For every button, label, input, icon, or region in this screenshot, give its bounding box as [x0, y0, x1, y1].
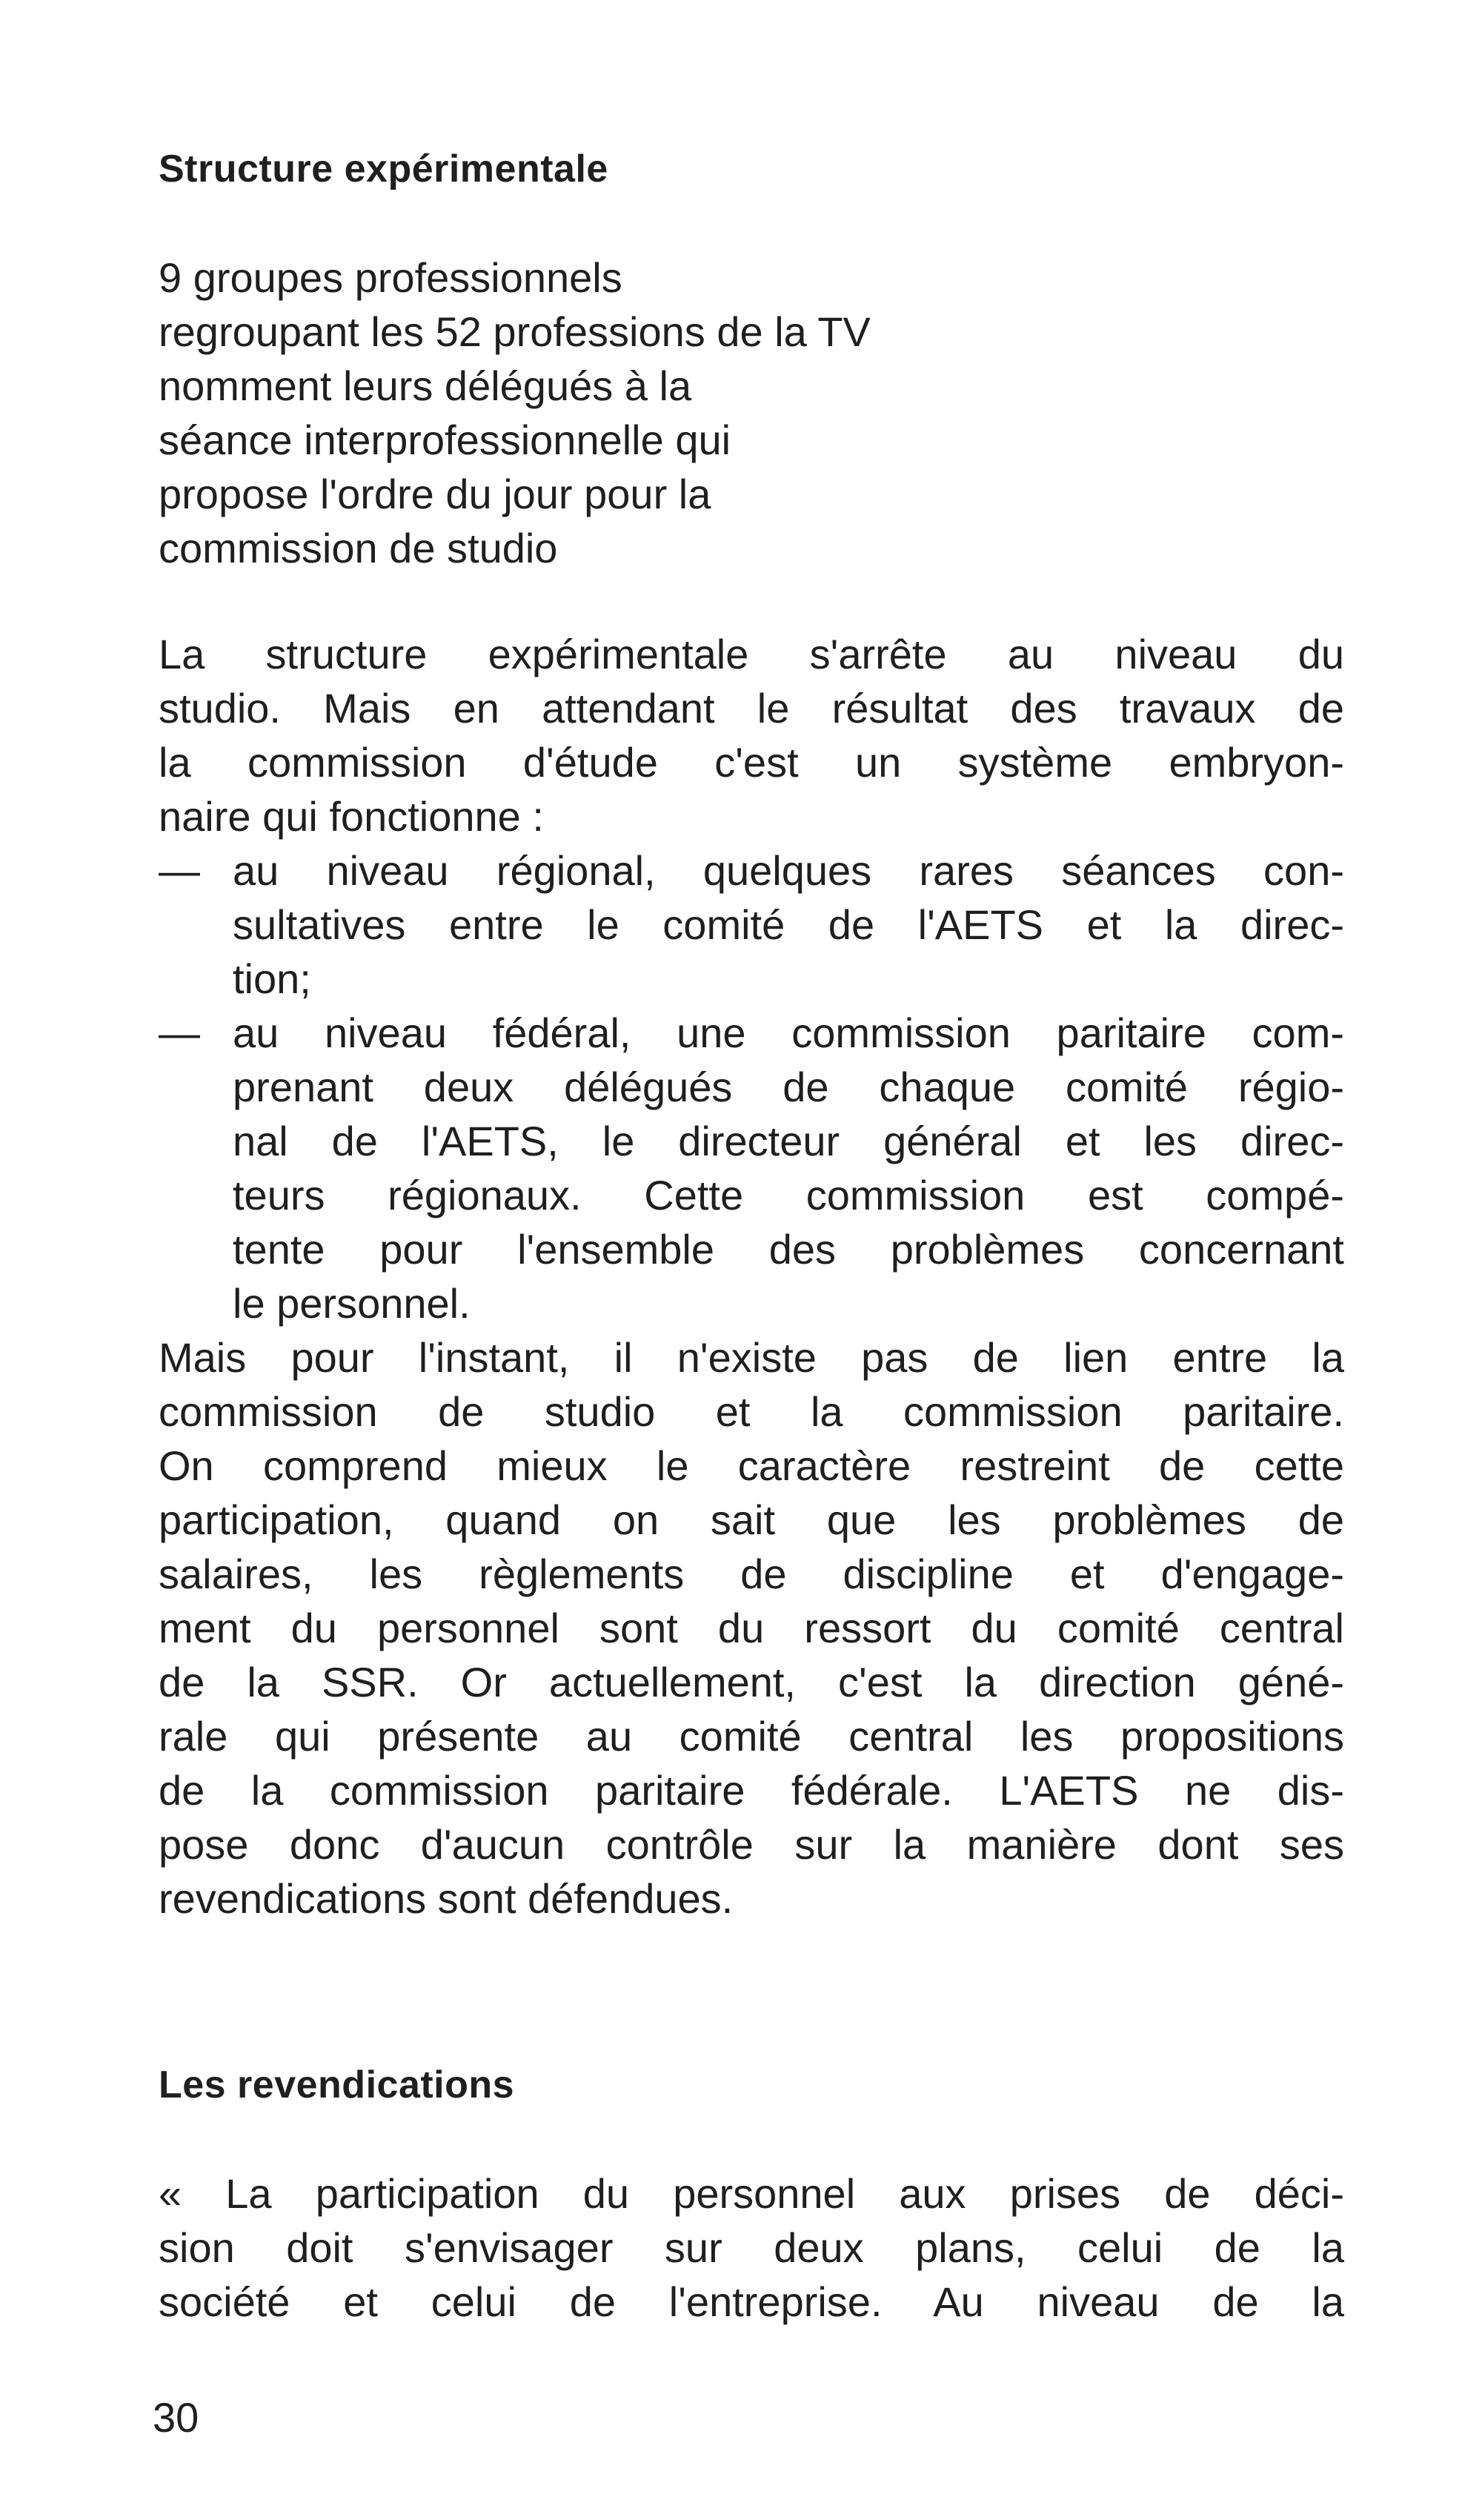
list-item-regional [159, 843, 1344, 1006]
structure-list [159, 251, 1344, 575]
paragraph-line: Mais pour l'instant, il n'existe pas de lien entre la [159, 1334, 1344, 1381]
paragraph-line: On comprend mieux le caractère restreint de cette [159, 1442, 1344, 1489]
paragraph-structure-intro [159, 627, 1344, 843]
structure-line: propose l'ordre du jour pour la [159, 471, 711, 517]
list-item-line: le personnel. [233, 1280, 471, 1327]
dash-bullet: — [159, 1009, 200, 1056]
paragraph-line: La structure expérimentale s'arrête au niveau du [159, 631, 1344, 677]
paragraph-line: rale qui présente au comité central les propositions [159, 1713, 1344, 1760]
paragraph-line: société et celui de l'entreprise. Au niveau de la [159, 2278, 1344, 2325]
paragraph-line: revendications sont défendues. [159, 1875, 734, 1922]
structure-line: nomment leurs délégués à la [159, 362, 692, 409]
page-number: 30 [153, 2394, 199, 2441]
structure-line: commission de studio [159, 525, 558, 571]
paragraph-commission [159, 1330, 1344, 1926]
structure-line: regroupant les 52 professions de la TV [159, 308, 871, 355]
paragraph-line: salaires, les règlements de discipline et d'engage- [159, 1551, 1344, 1597]
list-item-line: au niveau fédéral, une commission paritaire com- [233, 1009, 1344, 1056]
list-item-line: prenant deux délégués de chaque comité régio- [233, 1064, 1344, 1110]
paragraph-line: « La participation du personnel aux prises de déci- [159, 2170, 1344, 2217]
paragraph-revendications [159, 2166, 1344, 2329]
list-item-line: sultatives entre le comité de l'AETS et la direc- [233, 901, 1344, 948]
paragraph-line: pose donc d'aucun contrôle sur la manière dont ses [159, 1821, 1344, 1868]
paragraph-line: naire qui fonctionne : [159, 793, 544, 840]
paragraph-line: la commission d'étude c'est un système embryon- [159, 739, 1344, 786]
list-item-line: tente pour l'ensemble des problèmes concernant [233, 1226, 1344, 1273]
paragraph-line: studio. Mais en attendant le résultat des travaux de [159, 685, 1344, 732]
structure-line: 9 groupes professionnels [159, 254, 622, 301]
section-heading-structure: Structure expérimentale [159, 147, 608, 190]
structure-line: séance interprofessionnelle qui [159, 417, 731, 463]
paragraph-line: commission de studio et la commission paritaire. [159, 1388, 1344, 1435]
dash-bullet: — [159, 847, 200, 894]
paragraph-line: de la SSR. Or actuellement, c'est la direction géné- [159, 1659, 1344, 1705]
list-item-line: tion; [233, 955, 311, 1002]
paragraph-line: ment du personnel sont du ressort du comité central [159, 1605, 1344, 1651]
list-item-line: au niveau régional, quelques rares séances con- [233, 847, 1344, 894]
page-content [159, 133, 1344, 2329]
paragraph-line: participation, quand on sait que les problèmes de [159, 1496, 1344, 1543]
paragraph-line: de la commission paritaire fédérale. L'AETS ne dis- [159, 1767, 1344, 1814]
list-item-federal [159, 1006, 1344, 1330]
list-item-line: nal de l'AETS, le directeur général et les direc- [233, 1118, 1344, 1164]
list-item-line: teurs régionaux. Cette commission est compé- [233, 1172, 1344, 1218]
section-heading-revendications: Les revendications [159, 2063, 515, 2106]
paragraph-line: sion doit s'envisager sur deux plans, celui de la [159, 2224, 1344, 2271]
